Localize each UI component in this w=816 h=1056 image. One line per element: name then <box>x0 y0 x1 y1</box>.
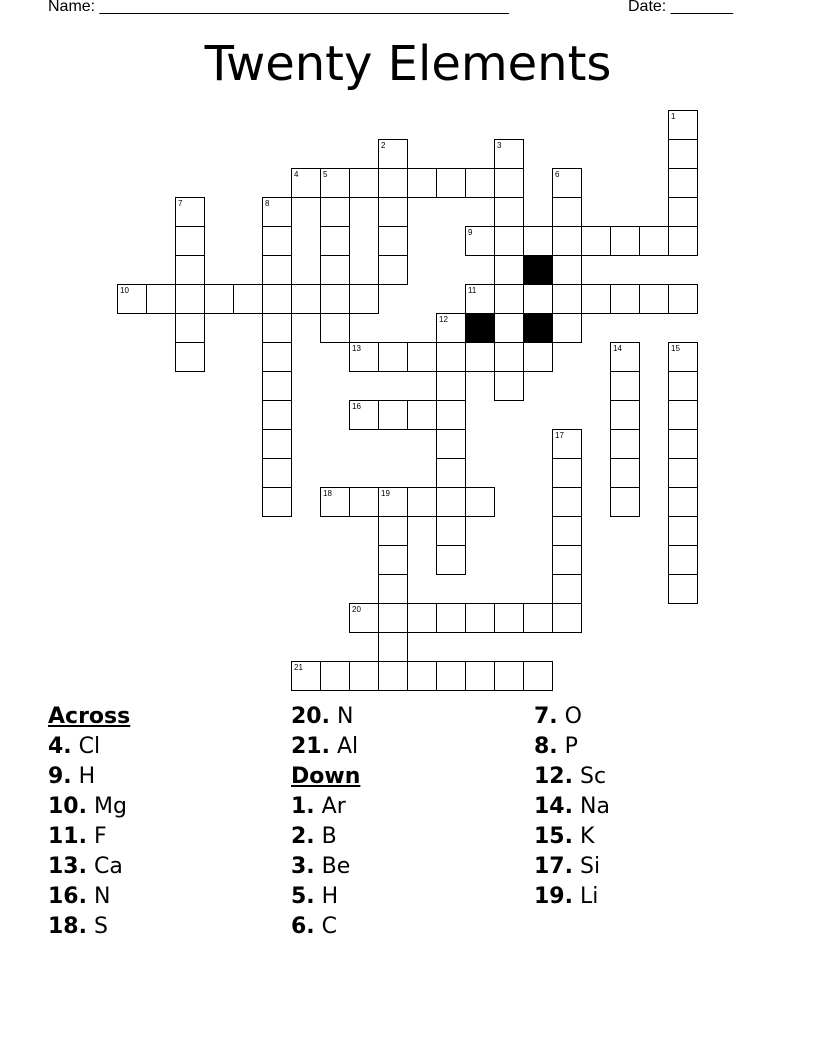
grid-cell[interactable] <box>204 284 234 314</box>
grid-cell[interactable] <box>349 284 379 314</box>
clue-item <box>291 822 360 852</box>
grid-cell[interactable] <box>320 661 350 691</box>
clue-text: H <box>78 764 96 789</box>
date-field-label[interactable]: Date: _______ <box>628 0 733 15</box>
grid-cell[interactable] <box>436 661 466 691</box>
clue-item <box>534 792 610 822</box>
grid-cell[interactable] <box>552 545 582 575</box>
grid-cell[interactable] <box>494 197 524 227</box>
grid-cell[interactable] <box>378 400 408 430</box>
clue-number: 1 <box>671 112 676 121</box>
clue-number-label: 2. <box>291 824 315 849</box>
grid-cell[interactable] <box>465 342 495 372</box>
grid-cell[interactable] <box>668 516 698 546</box>
grid-cell[interactable] <box>465 168 495 198</box>
grid-cell[interactable] <box>523 603 553 633</box>
clue-item <box>48 882 130 912</box>
grid-cell[interactable] <box>668 226 698 256</box>
clue-item <box>291 852 360 882</box>
grid-cell[interactable] <box>610 458 640 488</box>
grid-cell[interactable] <box>610 429 640 459</box>
grid-cell[interactable] <box>668 400 698 430</box>
grid-cell[interactable] <box>262 226 292 256</box>
grid-cell[interactable] <box>262 255 292 285</box>
clue-number: 8 <box>265 199 270 208</box>
grid-cell[interactable] <box>378 226 408 256</box>
grid-cell[interactable] <box>436 487 466 517</box>
grid-cell[interactable] <box>639 284 669 314</box>
clue-text: C <box>321 914 338 939</box>
clue-number: 9 <box>468 228 473 237</box>
clue-number-label: 17. <box>534 854 573 879</box>
clue-text: Ar <box>321 794 346 819</box>
grid-cell[interactable] <box>552 197 582 227</box>
clue-number-label: 18. <box>48 914 87 939</box>
grid-cell[interactable] <box>610 487 640 517</box>
grid-cell[interactable] <box>349 661 379 691</box>
clue-number: 6 <box>555 170 560 179</box>
clue-number-label: 12. <box>534 764 573 789</box>
grid-cell[interactable] <box>262 371 292 401</box>
grid-cell[interactable] <box>291 284 321 314</box>
clue-item <box>291 792 360 822</box>
grid-cell[interactable] <box>494 284 524 314</box>
grid-cell[interactable] <box>552 603 582 633</box>
grid-cell[interactable] <box>552 458 582 488</box>
clue-text: Ca <box>93 854 123 879</box>
grid-cell[interactable] <box>436 168 466 198</box>
grid-cell[interactable] <box>320 197 350 227</box>
grid-cell[interactable] <box>320 313 350 343</box>
clue-text: Be <box>321 854 351 879</box>
clue-number-label: 16. <box>48 884 87 909</box>
grid-cell[interactable] <box>436 400 466 430</box>
clue-number: 18 <box>323 489 332 498</box>
clue-item <box>534 822 610 852</box>
grid-cell[interactable] <box>175 313 205 343</box>
grid-cell[interactable] <box>494 255 524 285</box>
grid-cell[interactable] <box>465 661 495 691</box>
clue-number-label: 15. <box>534 824 573 849</box>
clue-number: 17 <box>555 431 564 440</box>
grid-cell[interactable] <box>175 342 205 372</box>
clues-column-2 <box>291 702 360 942</box>
clue-item <box>48 792 130 822</box>
grid-cell[interactable] <box>320 284 350 314</box>
grid-cell[interactable] <box>465 487 495 517</box>
grid-cell[interactable] <box>668 574 698 604</box>
grid-cell[interactable] <box>668 458 698 488</box>
grid-cell[interactable] <box>523 284 553 314</box>
grid-cell[interactable] <box>262 458 292 488</box>
grid-cell[interactable] <box>523 661 553 691</box>
clue-number: 2 <box>381 141 386 150</box>
name-field-label[interactable]: Name: ______________________________________________ <box>48 0 509 15</box>
clue-text: P <box>564 734 578 759</box>
grid-cell[interactable] <box>668 371 698 401</box>
clue-item <box>534 732 610 762</box>
grid-cell[interactable] <box>581 284 611 314</box>
grid-cell[interactable] <box>436 371 466 401</box>
grid-cell[interactable] <box>610 284 640 314</box>
grid-cell[interactable] <box>494 313 524 343</box>
grid-cell[interactable] <box>494 342 524 372</box>
grid-cell[interactable] <box>378 632 408 662</box>
grid-cell[interactable] <box>349 487 379 517</box>
grid-cell[interactable] <box>262 400 292 430</box>
grid-cell[interactable] <box>552 226 582 256</box>
clue-number: 13 <box>352 344 361 353</box>
grid-cell[interactable] <box>262 429 292 459</box>
clue-number: 3 <box>497 141 502 150</box>
clue-text: Mg <box>93 794 127 819</box>
clue-text: Si <box>579 854 601 879</box>
clue-item <box>534 762 610 792</box>
clue-number: 21 <box>294 663 303 672</box>
clue-text: O <box>564 704 582 729</box>
clue-item <box>291 882 360 912</box>
grid-cell[interactable] <box>552 284 582 314</box>
grid-cell[interactable] <box>436 545 466 575</box>
clue-number: 7 <box>178 199 183 208</box>
grid-cell[interactable] <box>378 661 408 691</box>
clue-number-label: 20. <box>291 704 330 729</box>
clue-number-label: 3. <box>291 854 315 879</box>
grid-cell[interactable] <box>146 284 176 314</box>
grid-cell[interactable] <box>407 661 437 691</box>
grid-cell[interactable] <box>407 168 437 198</box>
grid-cell[interactable] <box>378 603 408 633</box>
grid-cell[interactable] <box>552 516 582 546</box>
clue-item <box>534 852 610 882</box>
grid-cell[interactable] <box>349 168 379 198</box>
clue-number-label: 5. <box>291 884 315 909</box>
grid-cell[interactable] <box>668 429 698 459</box>
clues-column-1 <box>48 702 130 942</box>
clue-text: Al <box>336 734 359 759</box>
clue-number-label: 4. <box>48 734 72 759</box>
clue-text: Li <box>579 884 599 909</box>
grid-cell[interactable] <box>465 603 495 633</box>
grid-cell[interactable] <box>523 342 553 372</box>
black-cell <box>523 255 553 285</box>
down-heading: Down <box>291 764 361 789</box>
grid-cell[interactable] <box>320 255 350 285</box>
grid-cell[interactable] <box>407 487 437 517</box>
grid-cell[interactable] <box>494 603 524 633</box>
clue-text: B <box>321 824 337 849</box>
grid-cell[interactable] <box>552 255 582 285</box>
grid-cell[interactable] <box>407 400 437 430</box>
clue-item <box>534 702 610 732</box>
clue-text: N <box>93 884 111 909</box>
black-cell <box>465 313 495 343</box>
clue-number-label: 9. <box>48 764 72 789</box>
clue-item <box>291 732 360 762</box>
grid-cell[interactable] <box>494 168 524 198</box>
grid-cell[interactable] <box>668 139 698 169</box>
grid-cell[interactable] <box>668 284 698 314</box>
grid-cell[interactable] <box>494 371 524 401</box>
page-title: Twenty Elements <box>204 36 612 92</box>
grid-cell[interactable] <box>233 284 263 314</box>
grid-cell[interactable] <box>407 342 437 372</box>
grid-cell[interactable] <box>523 226 553 256</box>
grid-cell[interactable] <box>610 400 640 430</box>
clue-text: K <box>579 824 595 849</box>
grid-cell[interactable] <box>552 313 582 343</box>
grid-cell[interactable] <box>175 226 205 256</box>
clue-item <box>534 882 610 912</box>
clue-number-label: 1. <box>291 794 315 819</box>
clue-item <box>291 702 360 732</box>
grid-cell[interactable] <box>262 342 292 372</box>
clue-text: H <box>321 884 339 909</box>
grid-cell[interactable] <box>668 487 698 517</box>
clue-number: 11 <box>468 286 477 295</box>
clues-column-3 <box>534 702 610 912</box>
grid-cell[interactable] <box>378 574 408 604</box>
grid-cell[interactable] <box>378 516 408 546</box>
grid-cell[interactable] <box>262 284 292 314</box>
grid-cell[interactable] <box>494 226 524 256</box>
clue-number-label: 6. <box>291 914 315 939</box>
clue-number: 16 <box>352 402 361 411</box>
clue-number: 12 <box>439 315 448 324</box>
clue-text: Na <box>579 794 610 819</box>
grid-cell[interactable] <box>494 661 524 691</box>
clue-text: Cl <box>78 734 101 759</box>
grid-cell[interactable] <box>175 255 205 285</box>
grid-cell[interactable] <box>378 168 408 198</box>
clue-number-label: 13. <box>48 854 87 879</box>
grid-cell[interactable] <box>436 603 466 633</box>
clue-number-label: 10. <box>48 794 87 819</box>
grid-cell[interactable] <box>610 371 640 401</box>
clue-number-label: 14. <box>534 794 573 819</box>
black-cell <box>523 313 553 343</box>
clue-number: 10 <box>120 286 129 295</box>
clue-item <box>291 912 360 942</box>
clue-text: Sc <box>579 764 607 789</box>
grid-cell[interactable] <box>610 226 640 256</box>
clue-number: 15 <box>671 344 680 353</box>
grid-cell[interactable] <box>262 313 292 343</box>
clue-item <box>48 822 130 852</box>
clue-number: 4 <box>294 170 299 179</box>
grid-cell[interactable] <box>378 342 408 372</box>
grid-cell[interactable] <box>175 284 205 314</box>
grid-cell[interactable] <box>407 603 437 633</box>
grid-cell[interactable] <box>436 458 466 488</box>
grid-cell[interactable] <box>320 226 350 256</box>
clue-text: N <box>336 704 354 729</box>
clue-number-label: 7. <box>534 704 558 729</box>
grid-cell[interactable] <box>378 197 408 227</box>
clue-number-label: 19. <box>534 884 573 909</box>
clue-number: 19 <box>381 489 390 498</box>
grid-cell[interactable] <box>262 487 292 517</box>
grid-cell[interactable] <box>668 545 698 575</box>
grid-cell[interactable] <box>552 487 582 517</box>
clue-text: S <box>93 914 108 939</box>
grid-cell[interactable] <box>378 255 408 285</box>
grid-cell[interactable] <box>436 516 466 546</box>
clue-number: 20 <box>352 605 361 614</box>
clue-item <box>48 912 130 942</box>
clue-number-label: 8. <box>534 734 558 759</box>
across-heading: Across <box>48 704 131 729</box>
clue-item <box>48 762 130 792</box>
grid-cell[interactable] <box>581 226 611 256</box>
grid-cell[interactable] <box>378 545 408 575</box>
grid-cell[interactable] <box>436 429 466 459</box>
clue-number-label: 11. <box>48 824 87 849</box>
grid-cell[interactable] <box>552 574 582 604</box>
grid-cell[interactable] <box>639 226 669 256</box>
grid-cell[interactable] <box>436 342 466 372</box>
grid-cell[interactable] <box>668 168 698 198</box>
clue-number: 5 <box>323 170 328 179</box>
grid-cell[interactable] <box>668 197 698 227</box>
clue-number-label: 21. <box>291 734 330 759</box>
clue-text: F <box>93 824 107 849</box>
clue-item <box>48 732 130 762</box>
clue-number: 14 <box>613 344 622 353</box>
clue-item <box>48 852 130 882</box>
